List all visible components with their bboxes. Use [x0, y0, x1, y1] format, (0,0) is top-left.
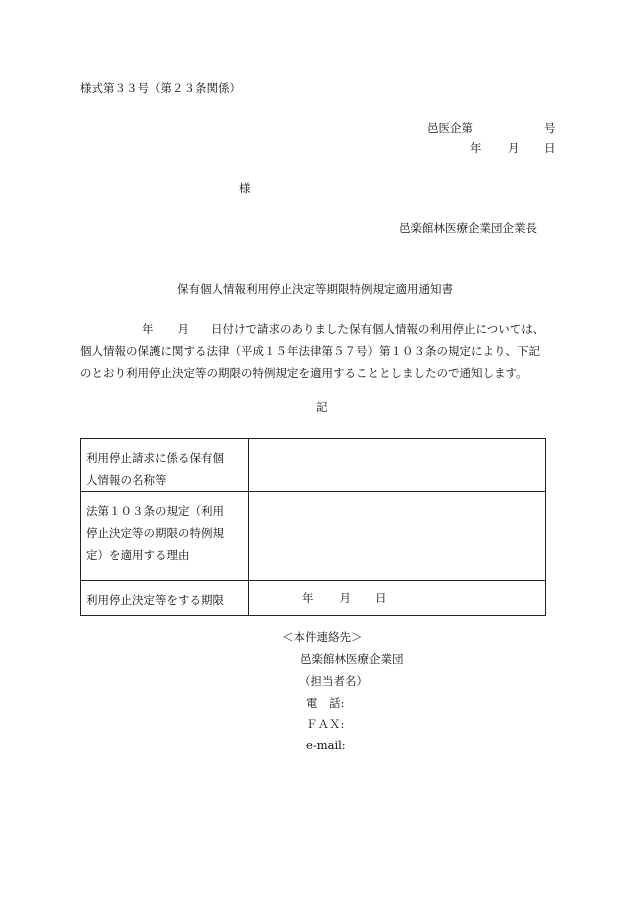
body-year: 年	[142, 322, 154, 336]
date-year: 年	[470, 141, 482, 155]
table-row-reason	[81, 492, 546, 581]
deadline-day: 日	[375, 591, 387, 605]
doc-ref-suffix: 号	[544, 121, 556, 135]
contact-email: e-mail:	[306, 738, 346, 752]
row-name-value[interactable]	[249, 439, 546, 492]
doc-ref-prefix: 邑医企第	[427, 121, 473, 135]
date-month: 月	[508, 141, 520, 155]
row-deadline-value[interactable]	[249, 581, 546, 616]
row-reason-label-line2: 停止決定等の期限の特例規	[86, 526, 224, 540]
table-row-name	[81, 439, 546, 492]
contact-tel: 電 話:	[306, 696, 345, 710]
body-line-3: のとおり利用停止決定等の期限の特例規定を適用することとしましたので通知します。	[80, 366, 528, 380]
row-name-label	[81, 439, 249, 492]
deadline-year: 年	[302, 591, 314, 605]
row-reason-label	[81, 492, 249, 581]
row-name-label-line2: 人情報の名称等	[86, 473, 167, 487]
table-row-deadline	[81, 581, 546, 616]
contact-fax: ＦＡＸ:	[306, 717, 345, 731]
contact-person: （担当者名）	[299, 674, 368, 688]
addressee-suffix: 様	[239, 181, 251, 195]
row-name-label-line1: 利用停止請求に係る保有個	[86, 451, 224, 465]
body-line-1-rest: 日付けで請求のありました保有個人情報の利用停止については、	[211, 322, 545, 336]
form-number: 様式第３３号（第２３条関係）	[80, 81, 241, 95]
date-day: 日	[544, 141, 556, 155]
contact-org: 邑楽館林医療企業団	[300, 652, 404, 666]
document-title: 保有個人情報利用停止決定等期限特例規定適用通知書	[177, 282, 453, 296]
row-reason-label-line3: 定）を適用する理由	[86, 548, 190, 562]
body-line-2: 個人情報の保護に関する法律（平成１５年法律第５７号）第１０３条の規定により、下記	[80, 344, 540, 358]
ki-heading: 記	[316, 400, 328, 414]
row-reason-label-line1: 法第１０３条の規定（利用	[86, 504, 224, 518]
row-deadline-label: 利用停止決定等をする期限	[81, 581, 249, 616]
body-paragraph	[80, 318, 555, 384]
body-line-1	[80, 318, 555, 340]
contact-heading: ＜本件連絡先＞	[282, 630, 363, 644]
row-reason-value[interactable]	[249, 492, 546, 581]
body-month: 月	[177, 322, 189, 336]
notice-table	[80, 438, 546, 616]
issuer: 邑楽館林医療企業団企業長	[399, 221, 537, 235]
deadline-month: 月	[339, 591, 351, 605]
